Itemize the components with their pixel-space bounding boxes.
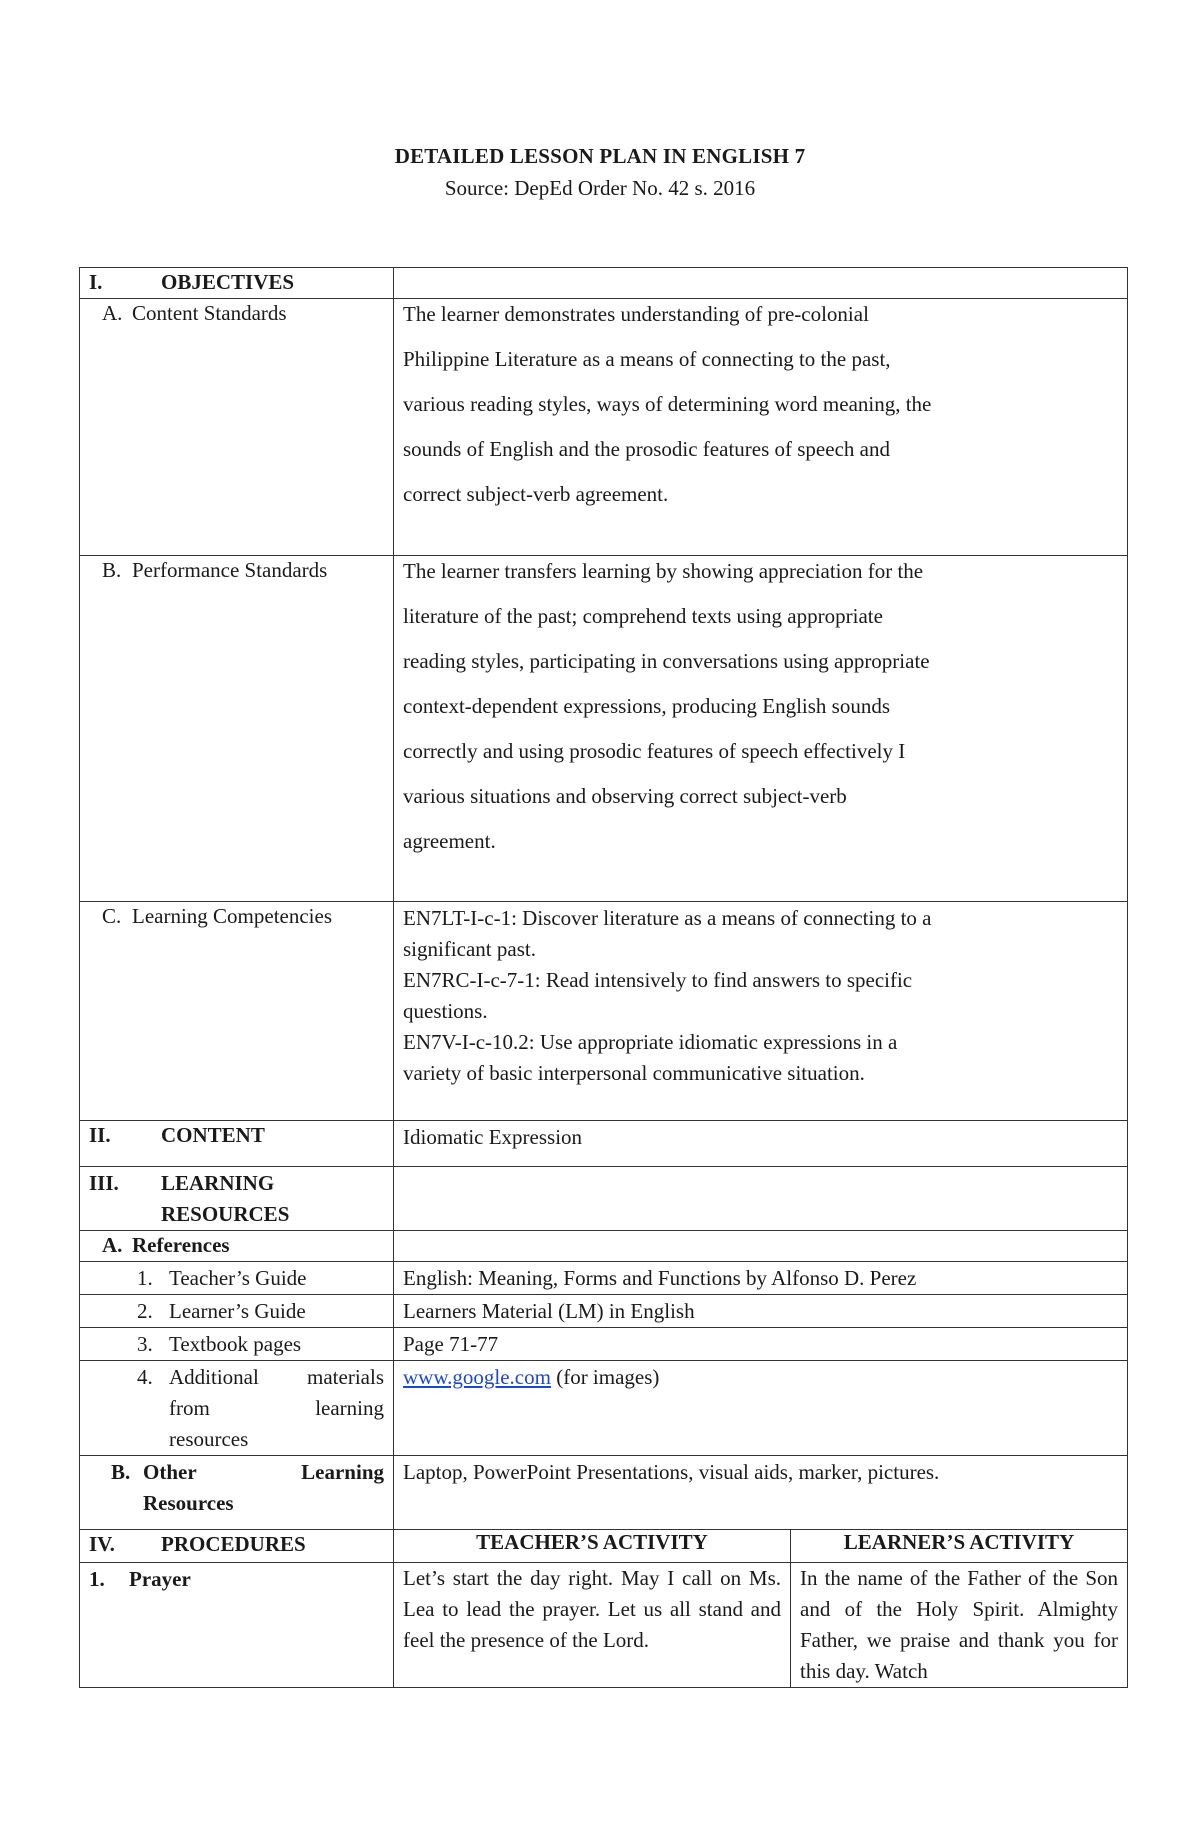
section-number: I. [89, 270, 103, 294]
text-line: variety of basic interpersonal communicative situation. [403, 1061, 865, 1085]
prayer-row [80, 1563, 1128, 1688]
section-number: III. [89, 1171, 119, 1195]
content-standards-label: Content Standards [132, 301, 287, 325]
document-title: DETAILED LESSON PLAN IN ENGLISH 7 [394, 144, 806, 168]
text-line: sounds of English and the prosodic features of speech and [403, 437, 890, 461]
reference-row-textbook-pages [80, 1328, 1128, 1361]
reference-label: Learner’s Guide [169, 1299, 306, 1323]
list-number: 1. [137, 1266, 153, 1290]
learning-resources-row [80, 1167, 1128, 1231]
text-line: EN7RC-I-c-7-1: Read intensively to find answers to specific [403, 968, 913, 992]
content-standards-row [80, 299, 1128, 556]
other-resources-row [80, 1456, 1128, 1530]
section-label: OBJECTIVES [161, 270, 295, 294]
text-line: significant past. [403, 937, 536, 961]
list-number: 1. [89, 1567, 105, 1591]
text-line: various reading styles, ways of determining word meaning, the [403, 392, 932, 416]
learning-competencies-label: Learning Competencies [132, 904, 333, 928]
content-row [80, 1121, 1128, 1167]
item-letter: A. [102, 1233, 123, 1257]
label-word: Learning [301, 1460, 384, 1484]
label-word: from [169, 1396, 210, 1420]
reference-value: Learners Material (LM) in English [394, 1295, 1128, 1328]
performance-standards-label-cell [80, 556, 394, 902]
label-word: resources [169, 1427, 249, 1451]
reference-label: Textbook pages [169, 1332, 302, 1356]
label-word: learning [315, 1396, 384, 1420]
prayer-label: Prayer [129, 1567, 191, 1591]
content-standards-text [394, 299, 1128, 556]
reference-value: Page 71-77 [394, 1328, 1128, 1361]
other-resources-value: Laptop, PowerPoint Presentations, visual aids, marker, pictures. [394, 1456, 1128, 1530]
label-word: Other [143, 1460, 197, 1484]
text-line: reading styles, participating in conversations using appropriate [403, 649, 930, 673]
text-line: The learner transfers learning by showing appreciation for the [403, 559, 924, 583]
teacher-activity-header: TEACHER’S ACTIVITY [394, 1530, 791, 1563]
text-line: questions. [403, 999, 488, 1023]
text-line: EN7LT-I-c-1: Discover literature as a means of connecting to a [403, 906, 932, 930]
lesson-plan-table [79, 267, 1128, 1688]
prayer-label-cell [80, 1563, 394, 1688]
item-letter: B. [102, 558, 122, 582]
reference-row-teachers-guide [80, 1262, 1128, 1295]
references-heading [80, 1231, 394, 1262]
procedures-heading [80, 1530, 394, 1563]
procedures-header-row [80, 1530, 1128, 1563]
content-heading [80, 1121, 394, 1167]
learning-competencies-row [80, 902, 1128, 1121]
text-line: correctly and using prosodic features of speech effectively I [403, 739, 906, 763]
item-letter: B. [111, 1460, 131, 1484]
list-number: 2. [137, 1299, 153, 1323]
performance-standards-text [394, 556, 1128, 902]
learning-resources-empty-cell [394, 1167, 1128, 1231]
prayer-learner-text: In the name of the Father of the Son and of the Holy Spirit. Almighty Father, we praise and thank you for this day. Watch [791, 1563, 1128, 1688]
text-line: various situations and observing correct subject-verb [403, 784, 847, 808]
content-value: Idiomatic Expression [394, 1121, 1128, 1167]
references-label: References [132, 1233, 230, 1257]
learner-activity-header: LEARNER’S ACTIVITY [791, 1530, 1128, 1563]
learning-competencies-label-cell [80, 902, 394, 1121]
list-number: 4. [137, 1365, 153, 1389]
label-word: Additional [169, 1365, 259, 1389]
section-number: II. [89, 1123, 111, 1147]
item-letter: A. [102, 301, 123, 325]
section-label: CONTENT [161, 1123, 265, 1147]
references-empty-cell [394, 1231, 1128, 1262]
prayer-teacher-text: Let’s start the day right. May I call on Ms. Lea to lead the prayer. Let us all stand and feel the presence of the Lord. [394, 1563, 791, 1688]
section-label-line: LEARNING [161, 1171, 275, 1195]
section-label: PROCEDURES [161, 1532, 306, 1556]
performance-standards-row [80, 556, 1128, 902]
text-line: EN7V-I-c-10.2: Use appropriate idiomatic expressions in a [403, 1030, 898, 1054]
reference-row-additional-materials [80, 1361, 1128, 1456]
references-row [80, 1231, 1128, 1262]
objectives-heading [80, 268, 394, 299]
text-line: literature of the past; comprehend texts using appropriate [403, 604, 883, 628]
google-link[interactable]: www.google.com [403, 1365, 551, 1389]
item-letter: C. [102, 904, 122, 928]
performance-standards-label: Performance Standards [132, 558, 328, 582]
text-line: The learner demonstrates understanding of pre-colonial [403, 302, 869, 326]
label-word: Resources [143, 1491, 234, 1515]
text-line: correct subject-verb agreement. [403, 482, 669, 506]
text-line: agreement. [403, 829, 496, 853]
reference-value: English: Meaning, Forms and Functions by Alfonso D. Perez [394, 1262, 1128, 1295]
learning-resources-heading [80, 1167, 394, 1231]
section-number: IV. [89, 1532, 115, 1556]
additional-materials-value [394, 1361, 1128, 1456]
list-number: 3. [137, 1332, 153, 1356]
section-label-line: RESOURCES [161, 1202, 290, 1226]
learning-competencies-text [394, 902, 1128, 1121]
text-line: context-dependent expressions, producing English sounds [403, 694, 890, 718]
reference-label: Teacher’s Guide [169, 1266, 307, 1290]
label-word: materials [307, 1365, 384, 1389]
content-standards-label-cell [80, 299, 394, 556]
reference-row-learners-guide [80, 1295, 1128, 1328]
link-note: (for images) [550, 1365, 660, 1389]
text-line: Philippine Literature as a means of connecting to the past, [403, 347, 891, 371]
document-source: Source: DepEd Order No. 42 s. 2016 [444, 176, 756, 200]
